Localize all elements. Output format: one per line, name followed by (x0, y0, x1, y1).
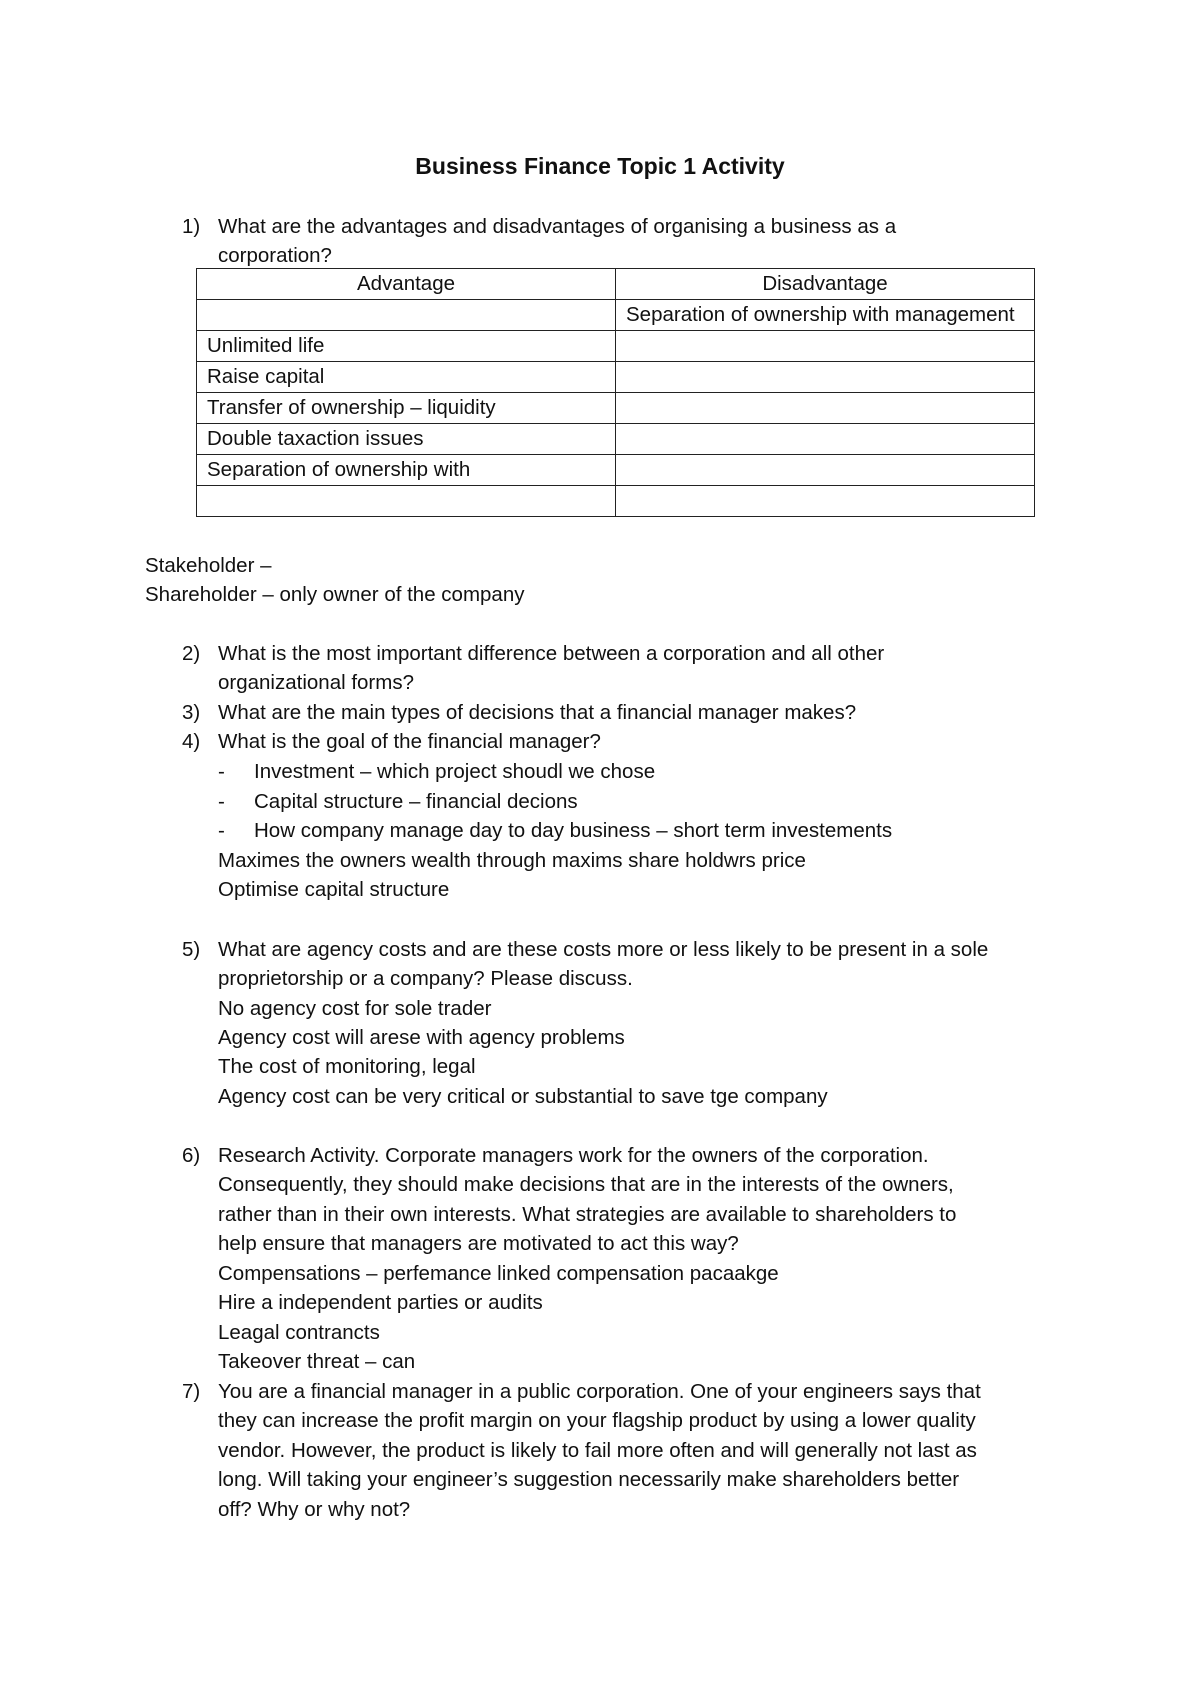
question-text-line: rather than in their own interests. What strategies are available to shareholders to (218, 1203, 957, 1226)
answer-text: Agency cost will arese with agency problems (218, 1026, 625, 1049)
disadvantage-cell (616, 331, 1035, 362)
answer-text: No agency cost for sole trader (218, 997, 492, 1020)
question-number: 4) (182, 730, 201, 753)
header-disadvantage: Disadvantage (616, 269, 1035, 300)
question-number: 6) (182, 1144, 201, 1167)
question-text-line: help ensure that managers are motivated to act this way? (218, 1232, 739, 1255)
question-number: 7) (182, 1380, 201, 1403)
advantages-table (196, 268, 1035, 517)
table-row (197, 362, 1035, 393)
bullet-text: How company manage day to day business – short term investements (254, 819, 893, 842)
question-number: 3) (182, 701, 201, 724)
answer-text: Takeover threat – can (218, 1350, 416, 1373)
answer-text: Hire a independent parties or audits (218, 1291, 543, 1314)
dash-bullet: - (218, 819, 225, 842)
question-text-line: You are a financial manager in a public corporation. One of your engineers says that (218, 1380, 981, 1403)
advantage-cell: Double taxaction issues (197, 424, 616, 455)
answer-text: Maximes the owners wealth through maxims share holdwrs price (218, 849, 806, 872)
header-advantage: Advantage (197, 269, 616, 300)
advantage-cell: Separation of ownership with (197, 455, 616, 486)
advantage-cell (197, 486, 616, 517)
table-row (197, 393, 1035, 424)
question-text-line: What are the main types of decisions that a financial manager makes? (218, 701, 857, 724)
question-text-line: they can increase the profit margin on your flagship product by using a lower quality (218, 1409, 976, 1432)
question-text-line: What are the advantages and disadvantages of organising a business as a (218, 215, 897, 238)
question-text-line: Research Activity. Corporate managers work for the owners of the corporation. (218, 1144, 929, 1167)
question-number: 1) (182, 215, 201, 238)
table-row (197, 424, 1035, 455)
answer-text: Compensations – perfemance linked compensation pacaakge (218, 1262, 779, 1285)
question-text-line: What are agency costs and are these costs more or less likely to be present in a sole (218, 938, 989, 961)
advantage-cell: Transfer of ownership – liquidity (197, 393, 616, 424)
advantage-cell: Raise capital (197, 362, 616, 393)
question-text-line: vendor. However, the product is likely to fail more often and will generally not last as (218, 1439, 977, 1462)
disadvantage-cell: Separation of ownership with management (616, 300, 1035, 331)
table-row (197, 331, 1035, 362)
question-number: 5) (182, 938, 201, 961)
answer-text: The cost of monitoring, legal (218, 1055, 476, 1078)
answer-text: Leagal contrancts (218, 1321, 380, 1344)
advantage-cell (197, 300, 616, 331)
table-row (197, 300, 1035, 331)
disadvantage-cell (616, 424, 1035, 455)
note-stakeholder: Stakeholder – (145, 554, 272, 577)
table-row (197, 455, 1035, 486)
question-text-line: Consequently, they should make decisions that are in the interests of the owners, (218, 1173, 954, 1196)
question-text-line: What is the most important difference between a corporation and all other (218, 642, 885, 665)
question-text-line: long. Will taking your engineer’s suggestion necessarily make shareholders better (218, 1468, 960, 1491)
disadvantage-cell (616, 362, 1035, 393)
page-title: Business Finance Topic 1 Activity (415, 153, 785, 179)
question-text-line: organizational forms? (218, 671, 414, 694)
bullet-text: Investment – which project shoudl we chose (254, 760, 656, 783)
advantage-cell: Unlimited life (197, 331, 616, 362)
question-number: 2) (182, 642, 201, 665)
table-header-row (197, 269, 1035, 300)
dash-bullet: - (218, 790, 225, 813)
question-text-line: corporation? (218, 244, 332, 267)
question-text-line: What is the goal of the financial manager? (218, 730, 601, 753)
question-text-line: off? Why or why not? (218, 1498, 411, 1521)
dash-bullet: - (218, 760, 225, 783)
disadvantage-cell (616, 455, 1035, 486)
note-shareholder: Shareholder – only owner of the company (145, 583, 525, 606)
bullet-text: Capital structure – financial decions (254, 790, 578, 813)
disadvantage-cell (616, 486, 1035, 517)
answer-text: Optimise capital structure (218, 878, 450, 901)
disadvantage-cell (616, 393, 1035, 424)
question-text-line: proprietorship or a company? Please discuss. (218, 967, 633, 990)
table-row (197, 486, 1035, 517)
answer-text: Agency cost can be very critical or substantial to save tge company (218, 1085, 828, 1108)
